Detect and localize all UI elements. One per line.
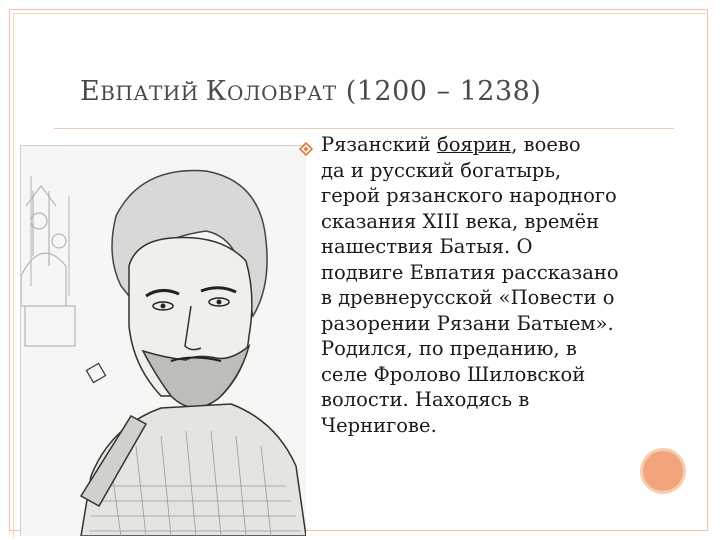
decorative-circle	[640, 448, 686, 494]
slide-title	[80, 76, 541, 107]
title-dates: (1200 – 1238)	[336, 76, 542, 107]
portrait-sketch	[21, 146, 306, 536]
title-part-2: ОЛОВРАТ	[227, 81, 337, 105]
title-divider	[54, 128, 674, 129]
title-initial-2: К	[205, 76, 227, 107]
boyarin-link[interactable]: боярин	[436, 133, 512, 156]
title-part-1: ВПАТИЙ	[100, 81, 206, 105]
diamond-bullet-icon	[299, 142, 313, 156]
bullet-text	[321, 132, 621, 438]
title-initial-1: Е	[80, 76, 101, 107]
text-part-2: , воево да и русский богатырь, герой рязанского народного сказания XIII века, времён нашествия Батыя. О подвиге Евпатия рассказано в древнерусской «Повести о разорении Рязани Батыем». Родился, по преданию, в селе Фролово Шиловской волости. Находясь в Чернигове.	[321, 133, 619, 437]
portrait-image	[20, 145, 306, 536]
text-part-1: Рязанский	[321, 133, 437, 156]
